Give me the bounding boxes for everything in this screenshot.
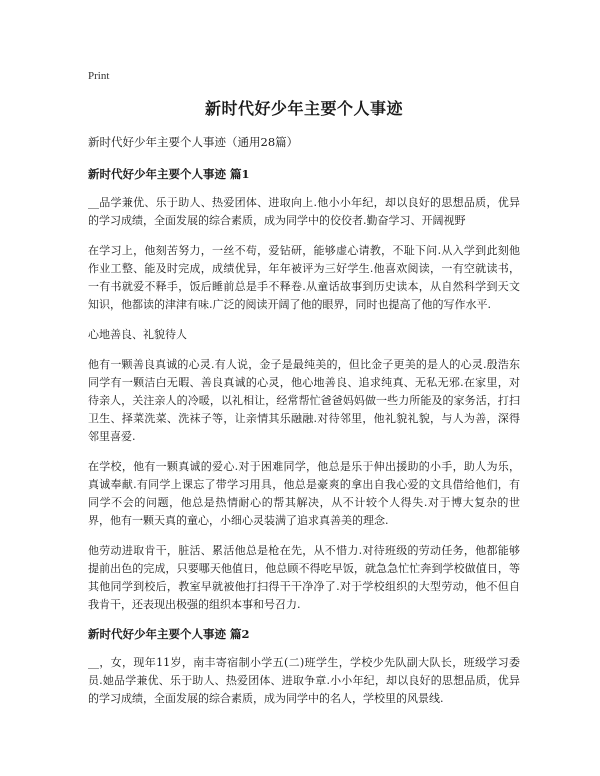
paragraph: __，女，现年11岁，南丰寄宿制小学五(二)班学生，学校少先队副大队长，班级学习委员.她品学兼优、乐于助人、热爱团体、进取争章.小小年纪，却以良好的思想品质，优异的学习成绩，全面发展的综合素质，成为同学中的名人，学校里的风景线. [88,656,520,705]
document-page [88,68,520,720]
paragraph: 他有一颗善良真诚的心灵.有人说，金子是最纯美的，但比金子更美的是人的心灵.殷浩东同学有一颗洁白无暇、善良真诚的心灵，他心地善良、追求纯真、无私无邪.在家里，对待亲人，关注亲人的冷暖，以礼相让，经常帮忙爸爸妈妈做一些力所能及的家务活，打扫卫生、择菜洗菜、洗袜子等，让亲情其乐融融.对待邻里，他礼貌礼貌，与人为善，深得邻里喜爱. [88,358,520,443]
document-subtitle: 新时代好少年主要个人事迹（通用28篇） [88,135,299,149]
paragraph: 心地善良、礼貌待人 [88,328,187,341]
paragraph: 他劳动进取肯干，脏活、累活他总是枪在先，从不惜力.对待班级的劳动任务，他都能够提前出色的完成，只要哪天他值日，他总顾不得吃早饭，就急急忙忙奔到学校做值日，等其他同学到校后，教室早就被他打扫得干干净净了.对于学校组织的大型劳动，他不但自我肯干，还表现出极强的组织本事和号召力. [88,544,520,611]
paragraph: __品学兼优、乐于助人、热爱团体、进取向上.他小小年纪，却以良好的思想品质，优异的学习成绩，全面发展的综合素质，成为同学中的佼佼者.勤奋学习、开阔视野 [88,196,520,227]
print-label[interactable]: Print [88,70,110,82]
paragraph: 在学习上，他刻苦努力，一丝不苟，爱钻研，能够虚心请教，不耻下问.从入学到此刻他作业工整、能及时完成，成绩优异，年年被评为三好学生.他喜欢阅读，一有空就读书，一有书就爱不释手，饭后睡前总是手不释卷.从童话故事到历史读本，从自然科学到天文知识，他都读的津津有味.广泛的阅读开阔了他的眼界，同时也提高了他的写作水平. [88,244,520,311]
section-heading-2: 新时代好少年主要个人事迹 篇2 [88,627,250,641]
document-title: 新时代好少年主要个人事迹 [204,99,403,118]
section-heading-1: 新时代好少年主要个人事迹 篇1 [88,167,250,181]
paragraph: 在学校，他有一颗真诚的爱心.对于困难同学，他总是乐于伸出援助的小手，助人为乐，真诚奉献.有同学上课忘了带学习用具，他总是豪爽的拿出自我心爱的文具借给他们，有同学不会的问题，他总是热情耐心的帮其解决，从不计较个人得失.对于博大复杂的世界，他有一颗天真的童心，小细心灵装满了追求真善美的理念. [88,460,520,527]
